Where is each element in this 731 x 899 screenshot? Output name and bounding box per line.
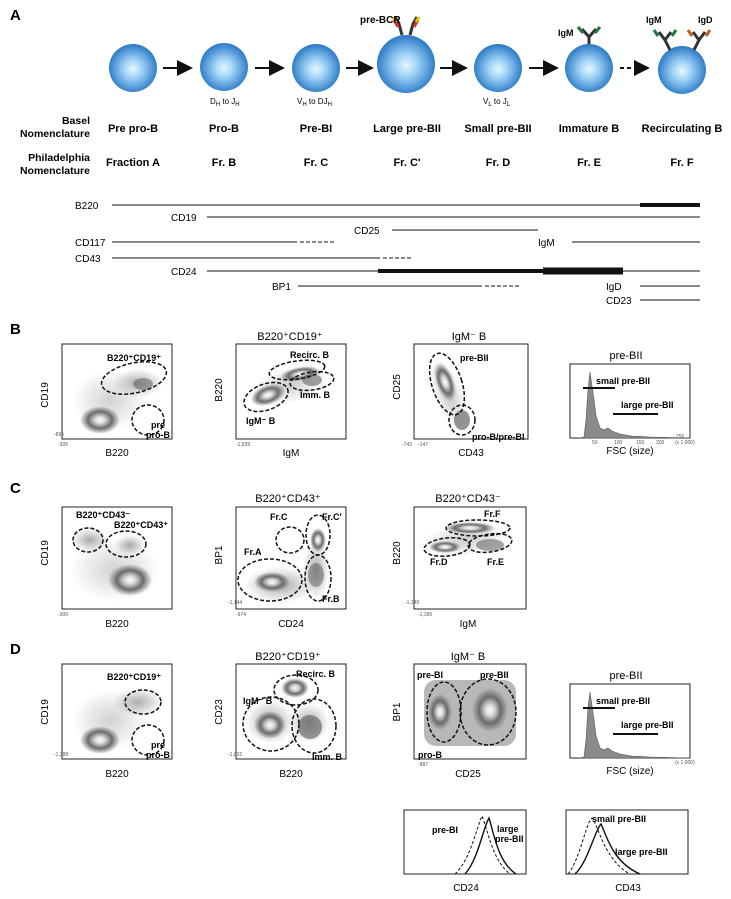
- fraction-label: Fr. F: [670, 157, 694, 169]
- gate-label: Fr.C': [322, 512, 342, 522]
- marker-label-cd25: CD25: [354, 226, 380, 237]
- panel-label-a: A: [10, 7, 21, 24]
- axis-label-x: FSC (size): [606, 766, 654, 777]
- flow-hist-b4: [570, 364, 690, 457]
- recomb-vh-djh: $V_H$ to $DJ_H$: [297, 97, 332, 108]
- stage-label: Pro-B: [209, 123, 239, 135]
- gate-label: Fr.E: [487, 557, 505, 567]
- plot-title: B220⁺CD43⁻: [435, 493, 501, 505]
- axis-label-y: B220: [392, 541, 403, 565]
- stage-label: Pre pro-B: [107, 123, 159, 135]
- axis-label-y: CD19: [40, 540, 51, 566]
- gate-label: pre-BII: [480, 670, 509, 680]
- recombination-labels: [210, 97, 511, 108]
- flow-plot-b3: [392, 344, 528, 459]
- gate-label: pro-B: [146, 750, 170, 760]
- tick-label: -305: [58, 442, 69, 448]
- basel-label: Nomenclature: [19, 128, 90, 140]
- axis-label-x: CD25: [455, 769, 481, 780]
- gate-label: pre-BII: [460, 353, 489, 363]
- axis-label-y: CD25: [392, 374, 403, 400]
- gate-label: small pre-BII: [596, 376, 651, 386]
- igm-label: IgM: [558, 28, 574, 38]
- tick-label: 100: [614, 440, 623, 446]
- tick-label: (x 1,000): [675, 760, 695, 766]
- marker-label-igm: IgM: [538, 238, 555, 249]
- axis-label-x: FSC (size): [606, 446, 654, 457]
- tick-label: -974: [236, 612, 247, 618]
- cell-immature-b: [565, 44, 613, 92]
- panel-label-d: D: [10, 641, 21, 658]
- density-core: [454, 410, 470, 430]
- gate-label: pro-B: [418, 750, 442, 760]
- recomb-vl-jl: $V_L$ to $J_L$: [483, 97, 511, 108]
- density-core: [281, 678, 309, 698]
- tick-label: -300: [58, 612, 69, 618]
- gate-label: pre: [151, 420, 166, 430]
- gate-label: Imm. B: [312, 752, 343, 762]
- cell-pre-bi: [292, 44, 340, 92]
- gate-label: pre-BI: [432, 825, 459, 835]
- gate-label: IgM⁻ B: [243, 696, 273, 706]
- gate-label: Imm. B: [300, 390, 331, 400]
- density-cloud: [113, 688, 163, 716]
- density-core: [108, 564, 152, 596]
- nomenclature-table: [20, 115, 722, 177]
- gate-label: Recirc. B: [296, 669, 336, 679]
- axis-label-x: B220: [105, 769, 129, 780]
- density-cloud: [115, 535, 145, 555]
- plot-title: pre-BII: [609, 670, 643, 682]
- plot-title: B220⁺CD43⁺: [255, 493, 321, 505]
- igd-label: IgD: [698, 15, 713, 25]
- axis-label-x: CD43: [615, 883, 641, 894]
- gate-label: Recirc. B: [290, 350, 330, 360]
- basel-label: Basel: [61, 115, 90, 127]
- fraction-label: Fr. C': [393, 157, 421, 169]
- philadelphia-label: Nomenclature: [19, 165, 90, 177]
- plot-title: IgM⁻ B: [450, 651, 486, 663]
- axis-label-x: B220: [105, 619, 129, 630]
- gate-label: Fr.B: [322, 594, 340, 604]
- density-core: [80, 406, 120, 434]
- tick-label: 200: [656, 440, 665, 446]
- density-core: [254, 711, 286, 739]
- axis-label-x: B220: [105, 448, 129, 459]
- density-core: [428, 694, 452, 730]
- axis-label-y: BP1: [392, 702, 403, 722]
- tick-label: -147: [418, 442, 429, 448]
- marker-label-cd43: CD43: [75, 254, 101, 265]
- fraction-label: Fr. E: [577, 157, 601, 169]
- axis-label-y: BP1: [214, 545, 225, 565]
- axis-label-x: CD24: [278, 619, 304, 630]
- igm-receptor-icon: [578, 27, 600, 44]
- gate-label: large pre-BII: [621, 400, 674, 410]
- panel-label-c: C: [10, 480, 21, 497]
- gate-label: large pre-BII: [615, 847, 668, 857]
- cell-small-pre-bii: [474, 44, 522, 92]
- gate-label: pre-BII: [495, 834, 524, 844]
- plot-title: B220⁺CD19⁺: [257, 331, 323, 343]
- axis-label-x: B220: [279, 769, 303, 780]
- marker-label-b220: B220: [75, 201, 99, 212]
- marker-label-cd19: CD19: [171, 213, 197, 224]
- tick-label: -1,388: [54, 752, 69, 758]
- plot-title: IgM⁻ B: [451, 331, 487, 343]
- tick-label: -1,002: [228, 752, 243, 758]
- tick-label: 250: [676, 434, 685, 440]
- recomb-dh-jh: $D_H$ to $J_H$: [210, 97, 240, 108]
- igm-label: IgM: [646, 15, 662, 25]
- marker-expression-chart: [75, 201, 700, 307]
- axis-label-y: CD19: [40, 699, 51, 725]
- gate-label: B220⁺CD43⁺: [114, 520, 169, 530]
- axis-label-x: CD24: [453, 883, 479, 894]
- gate-label: small pre-BII: [592, 814, 647, 824]
- gate-label: IgM⁻ B: [246, 416, 276, 426]
- tick-label: 50: [592, 440, 598, 446]
- density-core: [310, 528, 326, 552]
- flow-plot-d3: [392, 664, 526, 780]
- flow-plot-b2: [214, 344, 346, 459]
- tick-label: -887: [418, 762, 429, 768]
- fraction-label: Fraction A: [106, 157, 160, 169]
- pre-bcr-label: pre-BCR: [360, 15, 401, 26]
- flow-plot-d1: [40, 664, 172, 780]
- marker-label-bp1: BP1: [272, 282, 291, 293]
- axis-label-y: CD23: [214, 699, 225, 725]
- density-core: [298, 715, 322, 739]
- gate-label: B220⁺CD19⁺: [107, 672, 162, 682]
- plot-title: B220⁺CD19⁺: [255, 651, 321, 663]
- axis-label-y: CD19: [40, 382, 51, 408]
- gate-label: pre: [151, 740, 166, 750]
- cell-large-pre-bii: [377, 35, 435, 93]
- cell-recirculating-b: [658, 46, 706, 94]
- gate-label: Fr.C: [270, 512, 288, 522]
- gate-label: B220⁺CD43⁻: [76, 510, 131, 520]
- marker-label-igd: IgD: [606, 282, 622, 293]
- marker-label-cd117: CD117: [75, 238, 106, 249]
- flow-plot-c3: [392, 507, 526, 630]
- density-core: [476, 539, 504, 551]
- gate-label: large pre-BII: [621, 720, 674, 730]
- stage-label: Immature B: [558, 123, 620, 135]
- gate-label: pro-B: [146, 430, 170, 440]
- gate-label: large: [497, 824, 519, 834]
- fraction-label: Fr. B: [211, 157, 237, 169]
- gate-label: small pre-BII: [596, 696, 651, 706]
- marker-label-cd23: CD23: [606, 296, 632, 307]
- marker-label-cd24: CD24: [171, 267, 197, 278]
- overlay-hist-cd24: [404, 810, 526, 894]
- density-core: [429, 541, 461, 553]
- gate-label: pre-BI: [417, 670, 444, 680]
- gate-label: Fr.A: [244, 547, 262, 557]
- flow-hist-d4: [570, 684, 690, 777]
- axis-label-y: B220: [214, 378, 225, 402]
- stage-label: Large pre-BII: [373, 123, 441, 135]
- cell-pro-b: [200, 43, 248, 91]
- cell-diagram: [109, 15, 713, 94]
- flow-plot-c2: [214, 507, 346, 630]
- density-core: [254, 572, 290, 592]
- density-core: [308, 563, 324, 587]
- gate-label: B220⁺CD19⁺: [107, 353, 162, 363]
- tick-label: -1,144: [228, 600, 243, 606]
- flow-plot-d2: [214, 664, 346, 780]
- philadelphia-label: Philadelphia: [28, 152, 90, 164]
- gate-label: Fr.F: [484, 509, 501, 519]
- overlay-hist-cd43: [566, 810, 688, 894]
- density-core: [472, 688, 508, 732]
- gate-label: Fr.D: [430, 557, 448, 567]
- panel-label-b: B: [10, 321, 21, 338]
- axis-label-x: CD43: [458, 448, 484, 459]
- tick-label: -742: [402, 442, 413, 448]
- fraction-label: Fr. C: [303, 157, 329, 169]
- gate-label: pro-B/pre-BI: [472, 432, 525, 442]
- fraction-label: Fr. D: [485, 157, 511, 169]
- tick-label: (x 1,000): [675, 440, 695, 446]
- axis-label-x: IgM: [282, 448, 300, 459]
- stage-label: Pre-BI: [299, 123, 333, 135]
- tick-label: -1,149: [405, 600, 420, 606]
- tick-label: -1,839: [236, 442, 251, 448]
- density-core: [302, 374, 322, 386]
- stage-label: Recirculating B: [641, 123, 723, 135]
- tick-label: -1,395: [418, 612, 433, 618]
- axis-label-x: IgM: [459, 619, 477, 630]
- tick-label: -895: [54, 432, 65, 438]
- cell-pre-pro-b: [109, 44, 157, 92]
- tick-label: 150: [636, 440, 645, 446]
- density-core: [80, 726, 120, 754]
- plot-title: pre-BII: [609, 350, 643, 362]
- stage-label: Small pre-BII: [464, 123, 532, 135]
